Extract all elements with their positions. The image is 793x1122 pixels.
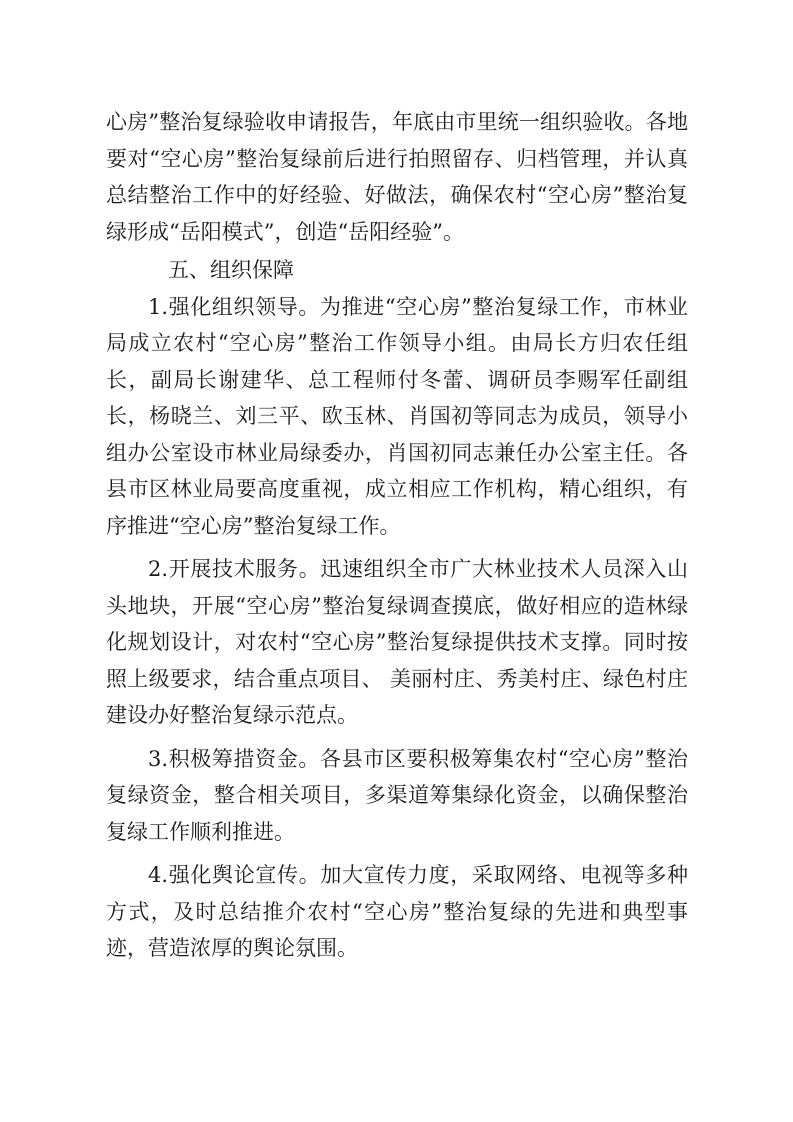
item-3-paragraph: 3.积极筹措资金。各县市区要积极筹集农村“空心房”整治复绿资金，整合相关项目，多渠道筹集绿化资金，以确保整治复绿工作顺利推进。 [106,746,688,844]
item-4-paragraph: 4.强化舆论宣传。加大宣传力度，采取网络、电视等多种方式，及时总结推介农村“空心房”整治复绿的先进和典型事迹，营造浓厚的舆论氛围。 [106,863,688,960]
section-heading: 五、组织保障 [168,258,294,282]
intro-paragraph: 心房”整治复绿验收申请报告，年底由市里统一组织验收。各地要对“空心房”整治复绿前后进行拍照留存、归档管理，并认真总结整治工作中的好经验、好做法，确保农村“空心房”整治复绿形成“岳阳模式”，创造“岳阳经验”。 [106,110,688,244]
item-2-paragraph: 2.开展技术服务。迅速组织全市广大林业技术人员深入山头地块，开展“空心房”整治复绿调查摸底，做好相应的造林绿化规划设计，对农村“空心房”整治复绿提供技术支撑。同时按照上级要求，结合重点项目、 美丽村庄、秀美村庄、绿色村庄建设办好整治复绿示范点。 [106,557,688,727]
item-1-paragraph: 1.强化组织领导。为推进“空心房”整治复绿工作，市林业局成立农村“空心房”整治工作领导小组。由局长方归农任组长，副局长谢建华、总工程师付冬蕾、调研员李赐军任副组长，杨晓兰、刘三平、欧玉林、肖国初等同志为成员，领导小组办公室设市林业局绿委办，肖国初同志兼任办公室主任。各县市区林业局要高度重视，成立相应工作机构，精心组织，有序推进“空心房”整治复绿工作。 [106,294,688,538]
document-body [106,104,688,967]
